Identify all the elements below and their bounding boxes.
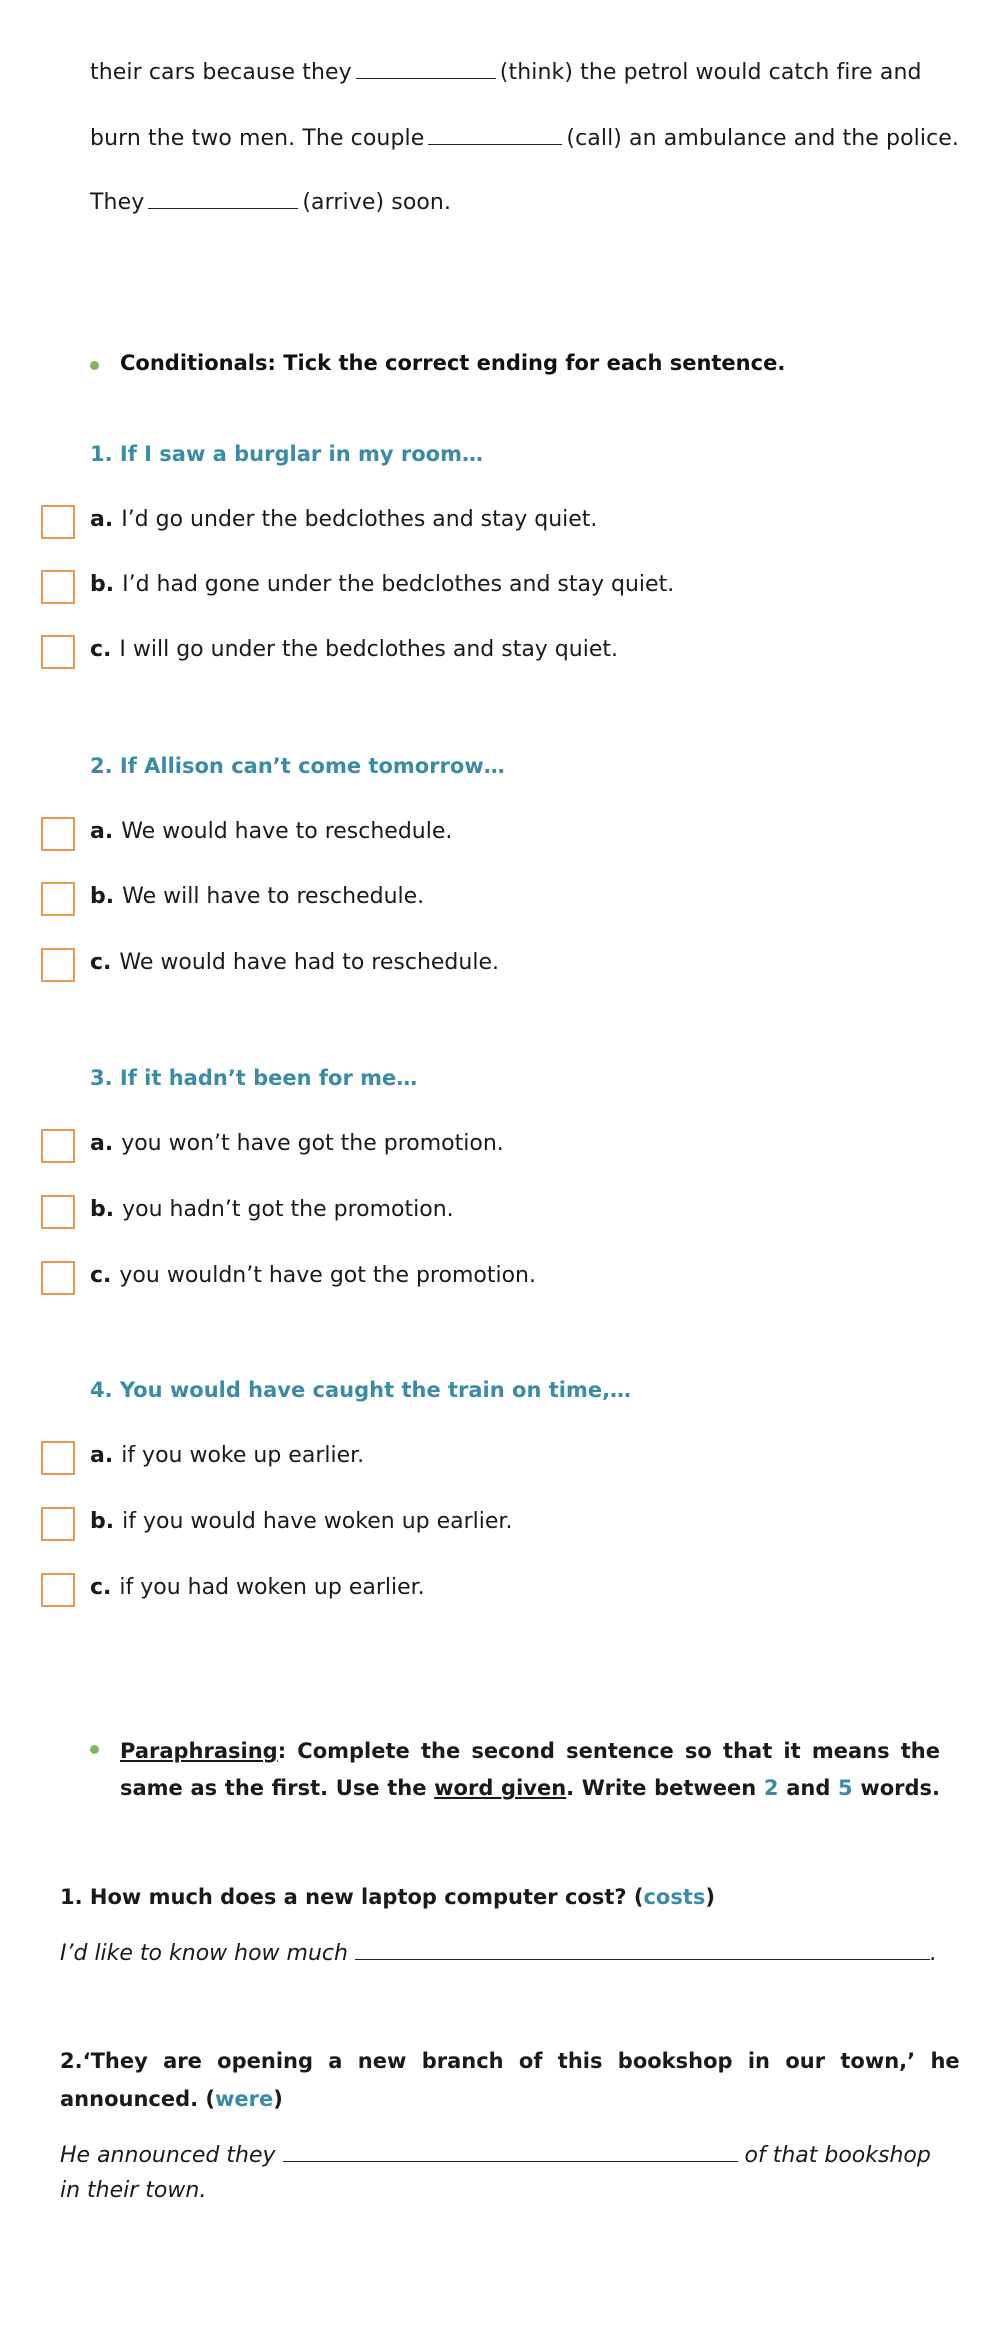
option-q4-b: [90, 1509, 512, 1534]
option-q1-b: [90, 572, 674, 597]
answer-line-2[interactable]: [283, 2141, 738, 2162]
checkbox-q1-c[interactable]: [41, 635, 75, 669]
question-4-prompt: 4. You would have caught the train on time,…: [90, 1378, 632, 1402]
option-letter: b.: [90, 572, 115, 597]
option-letter: c.: [90, 637, 112, 662]
option-text: We would have to reschedule.: [121, 819, 453, 844]
heading-text: and: [786, 1776, 831, 1800]
blank-call[interactable]: [428, 124, 562, 145]
checkbox-q4-a[interactable]: [41, 1441, 75, 1475]
option-q1-a: [90, 507, 597, 532]
answer-suffix: .: [929, 1941, 937, 1966]
option-letter: c.: [90, 950, 112, 975]
option-q3-b: [90, 1197, 454, 1222]
story-text: They: [90, 190, 145, 215]
question-text: ): [273, 2087, 283, 2111]
checkbox-q3-a[interactable]: [41, 1129, 75, 1163]
paraphrase-1-answer: [60, 1939, 937, 1966]
answer-prefix: I’d like to know how much: [60, 1941, 348, 1966]
checkbox-q1-a[interactable]: [41, 505, 75, 539]
story-text: their cars because they: [90, 60, 352, 85]
question-text: ): [705, 1885, 715, 1909]
question-text: announced. (: [60, 2087, 216, 2111]
story-line-3: [90, 188, 451, 215]
option-q2-a: [90, 819, 452, 844]
option-text: you wouldn’t have got the promotion.: [119, 1263, 536, 1288]
word-given-label: word given: [434, 1776, 567, 1800]
checkbox-q4-b[interactable]: [41, 1507, 75, 1541]
paraphrase-2-answer: [60, 2141, 931, 2168]
story-text: (call) an ambulance and the police.: [566, 126, 960, 151]
min-words: 2: [763, 1776, 779, 1800]
option-q2-b: [90, 884, 424, 909]
story-text: (think) the petrol would catch fire and: [499, 60, 922, 85]
paraphrase-2-answer-line-2: in their town.: [60, 2178, 207, 2203]
heading-text: : Complete the second sentence so that it means the same as the first. Use the: [120, 1739, 940, 1800]
checkbox-q3-c[interactable]: [41, 1261, 75, 1295]
answer-line-1[interactable]: [355, 1939, 930, 1960]
question-3-prompt: 3. If it hadn’t been for me…: [90, 1066, 418, 1090]
paraphrasing-label: Paraphrasing: [120, 1739, 278, 1763]
checkbox-q2-b[interactable]: [41, 882, 75, 916]
checkbox-q2-c[interactable]: [41, 948, 75, 982]
checkbox-q3-b[interactable]: [41, 1195, 75, 1229]
blank-think[interactable]: [356, 58, 496, 79]
option-q3-c: [90, 1263, 536, 1288]
blank-arrive[interactable]: [148, 188, 298, 209]
option-q2-c: [90, 950, 499, 975]
max-words: 5: [838, 1776, 853, 1800]
option-q1-c: [90, 637, 618, 662]
heading-text: . Write between: [566, 1776, 757, 1800]
story-text: (arrive) soon.: [302, 190, 452, 215]
option-letter: a.: [90, 1443, 114, 1468]
keyword: costs: [643, 1885, 706, 1909]
option-text: if you would have woken up earlier.: [122, 1509, 513, 1534]
option-text: We will have to reschedule.: [122, 884, 425, 909]
option-text: if you woke up earlier.: [121, 1443, 365, 1468]
option-text: if you had woken up earlier.: [119, 1575, 425, 1600]
answer-suffix: of that bookshop: [744, 2143, 931, 2168]
checkbox-q1-b[interactable]: [41, 570, 75, 604]
heading-text: words.: [860, 1776, 941, 1800]
answer-prefix: He announced they: [60, 2143, 276, 2168]
bullet-icon: [90, 361, 99, 370]
option-letter: c.: [90, 1575, 112, 1600]
option-q3-a: [90, 1131, 504, 1156]
option-letter: c.: [90, 1263, 112, 1288]
option-text: I will go under the bedclothes and stay quiet.: [119, 637, 618, 662]
option-letter: a.: [90, 507, 114, 532]
paraphrase-2-question: [60, 2049, 960, 2073]
paraphrase-2-question-line-2: [60, 2087, 283, 2111]
story-text: burn the two men. The couple: [90, 126, 425, 151]
option-text: I’d go under the bedclothes and stay quiet.: [121, 507, 598, 532]
option-text: I’d had gone under the bedclothes and stay quiet.: [122, 572, 675, 597]
question-text: 2.‘They are opening a new branch of this bookshop in our town,’ he: [60, 2049, 960, 2073]
paraphrasing-heading: [120, 1733, 940, 1807]
option-q4-c: [90, 1575, 425, 1600]
story-line-1: [90, 58, 922, 85]
option-letter: b.: [90, 1197, 115, 1222]
checkbox-q2-a[interactable]: [41, 817, 75, 851]
checkbox-q4-c[interactable]: [41, 1573, 75, 1607]
option-letter: b.: [90, 884, 115, 909]
bullet-icon: [90, 1745, 99, 1754]
question-2-prompt: 2. If Allison can’t come tomorrow…: [90, 754, 505, 778]
option-letter: a.: [90, 819, 114, 844]
option-text: We would have had to reschedule.: [119, 950, 499, 975]
option-text: you won’t have got the promotion.: [121, 1131, 504, 1156]
option-letter: a.: [90, 1131, 114, 1156]
option-letter: b.: [90, 1509, 115, 1534]
keyword: were: [215, 2087, 274, 2111]
option-q4-a: [90, 1443, 364, 1468]
question-1-prompt: 1. If I saw a burglar in my room…: [90, 442, 483, 466]
story-line-2: [90, 124, 959, 151]
paraphrase-1-question: [60, 1885, 715, 1909]
conditionals-heading: Conditionals: Tick the correct ending for each sentence.: [120, 351, 786, 375]
question-text: 1. How much does a new laptop computer cost? (: [60, 1885, 644, 1909]
option-text: you hadn’t got the promotion.: [122, 1197, 454, 1222]
